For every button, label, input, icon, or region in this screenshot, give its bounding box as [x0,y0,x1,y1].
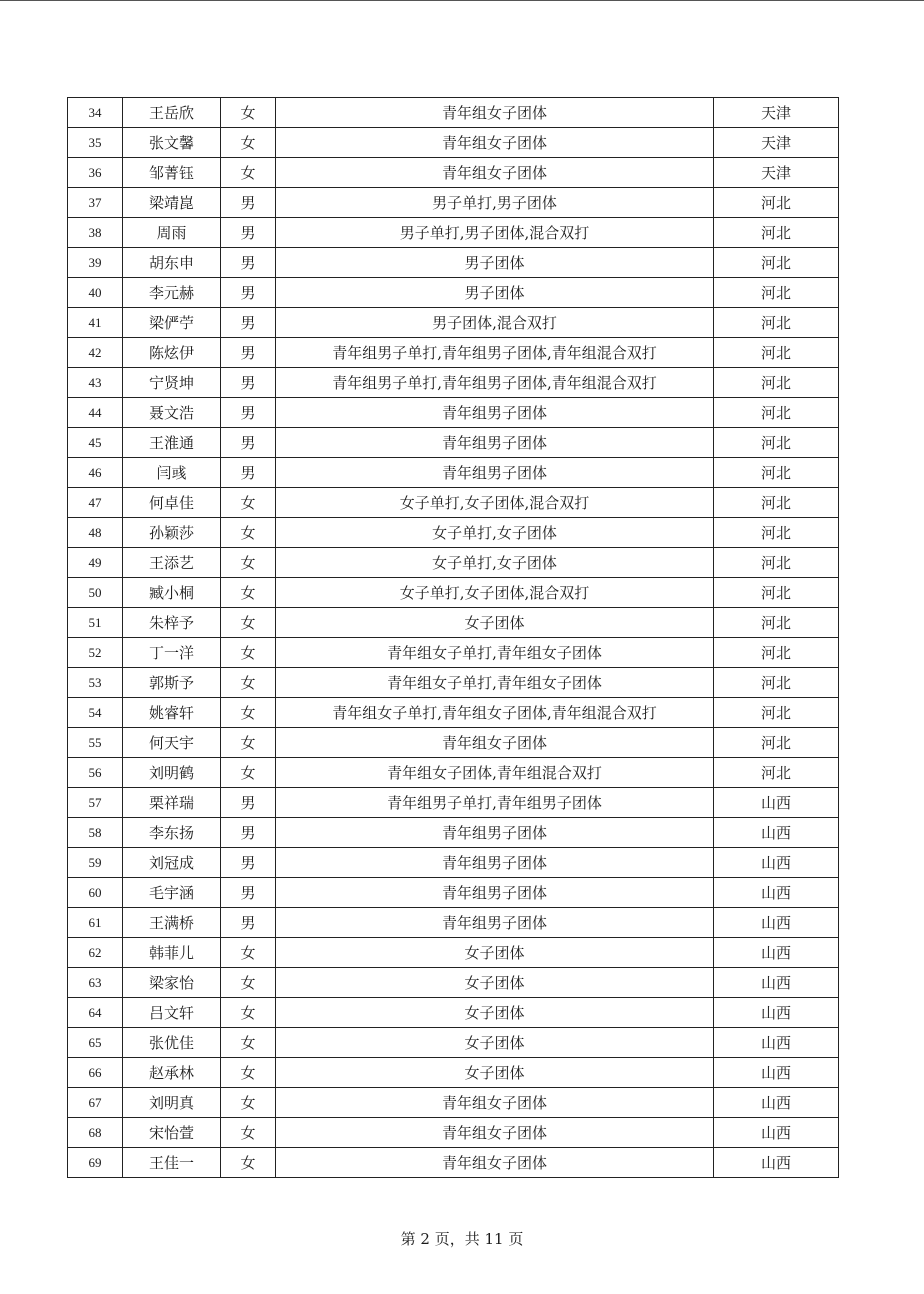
table-row [68,638,839,668]
province-cell: 河北 [714,188,839,218]
gender-cell: 男 [221,188,276,218]
province-cell: 河北 [714,698,839,728]
player-name-cell: 王添艺 [123,548,221,578]
gender-cell: 男 [221,278,276,308]
province-cell: 河北 [714,308,839,338]
player-name-cell: 臧小桐 [123,578,221,608]
events-cell: 青年组男子团体 [276,878,714,908]
events-cell: 青年组女子团体 [276,128,714,158]
row-number-cell: 69 [68,1148,123,1178]
province-cell: 河北 [714,608,839,638]
player-name-cell: 张优佳 [123,1028,221,1058]
gender-cell: 男 [221,368,276,398]
row-number-cell: 62 [68,938,123,968]
row-number-cell: 45 [68,428,123,458]
player-name-cell: 陈炫伊 [123,338,221,368]
gender-cell: 女 [221,128,276,158]
province-cell: 山西 [714,968,839,998]
table-row [68,728,839,758]
events-cell: 青年组男子团体 [276,908,714,938]
province-cell: 河北 [714,728,839,758]
table-row [68,698,839,728]
province-cell: 河北 [714,548,839,578]
table-row [68,98,839,128]
row-number-cell: 37 [68,188,123,218]
province-cell: 天津 [714,158,839,188]
table-row [68,1028,839,1058]
row-number-cell: 39 [68,248,123,278]
table-row [68,788,839,818]
events-cell: 男子团体 [276,278,714,308]
row-number-cell: 55 [68,728,123,758]
table-row [68,1058,839,1088]
province-cell: 天津 [714,128,839,158]
row-number-cell: 57 [68,788,123,818]
events-cell: 男子单打,男子团体 [276,188,714,218]
player-name-cell: 王满桥 [123,908,221,938]
player-roster-table [67,97,839,1178]
gender-cell: 男 [221,848,276,878]
player-name-cell: 刘明鹤 [123,758,221,788]
events-cell: 青年组男子单打,青年组男子团体,青年组混合双打 [276,338,714,368]
province-cell: 山西 [714,908,839,938]
row-number-cell: 46 [68,458,123,488]
gender-cell: 男 [221,878,276,908]
table-row [68,128,839,158]
province-cell: 河北 [714,518,839,548]
row-number-cell: 43 [68,368,123,398]
gender-cell: 女 [221,1088,276,1118]
table-row [68,608,839,638]
row-number-cell: 65 [68,1028,123,1058]
gender-cell: 女 [221,1058,276,1088]
table-row [68,848,839,878]
player-name-cell: 梁靖崑 [123,188,221,218]
events-cell: 青年组女子单打,青年组女子团体 [276,668,714,698]
events-cell: 青年组男子单打,青年组男子团体,青年组混合双打 [276,368,714,398]
player-name-cell: 何天宇 [123,728,221,758]
province-cell: 河北 [714,488,839,518]
table-row [68,578,839,608]
table-row [68,458,839,488]
row-number-cell: 48 [68,518,123,548]
row-number-cell: 61 [68,908,123,938]
player-name-cell: 梁俨苧 [123,308,221,338]
table-row [68,488,839,518]
events-cell: 女子团体 [276,998,714,1028]
gender-cell: 女 [221,548,276,578]
player-name-cell: 宁贤坤 [123,368,221,398]
row-number-cell: 64 [68,998,123,1028]
events-cell: 青年组男子团体 [276,848,714,878]
player-name-cell: 王岳欣 [123,98,221,128]
province-cell: 山西 [714,878,839,908]
table-row [68,1088,839,1118]
events-cell: 女子单打,女子团体,混合双打 [276,578,714,608]
province-cell: 河北 [714,368,839,398]
table-row [68,368,839,398]
player-name-cell: 孙颖莎 [123,518,221,548]
table-row [68,188,839,218]
gender-cell: 男 [221,818,276,848]
gender-cell: 男 [221,788,276,818]
row-number-cell: 41 [68,308,123,338]
row-number-cell: 35 [68,128,123,158]
table-row [68,338,839,368]
gender-cell: 女 [221,98,276,128]
row-number-cell: 47 [68,488,123,518]
events-cell: 青年组男子团体 [276,398,714,428]
row-number-cell: 40 [68,278,123,308]
gender-cell: 女 [221,608,276,638]
province-cell: 山西 [714,1058,839,1088]
gender-cell: 女 [221,1028,276,1058]
province-cell: 河北 [714,338,839,368]
events-cell: 女子团体 [276,1028,714,1058]
gender-cell: 女 [221,158,276,188]
player-name-cell: 朱梓予 [123,608,221,638]
province-cell: 山西 [714,998,839,1028]
gender-cell: 女 [221,758,276,788]
top-border-line [0,0,924,1]
gender-cell: 女 [221,668,276,698]
player-name-cell: 宋怡萱 [123,1118,221,1148]
gender-cell: 男 [221,218,276,248]
row-number-cell: 60 [68,878,123,908]
province-cell: 河北 [714,248,839,278]
player-name-cell: 刘冠成 [123,848,221,878]
player-name-cell: 张文馨 [123,128,221,158]
province-cell: 河北 [714,668,839,698]
player-name-cell: 丁一洋 [123,638,221,668]
roster-body [68,98,839,1178]
row-number-cell: 68 [68,1118,123,1148]
events-cell: 男子团体,混合双打 [276,308,714,338]
gender-cell: 男 [221,398,276,428]
province-cell: 山西 [714,1118,839,1148]
table-row [68,908,839,938]
player-name-cell: 李元赫 [123,278,221,308]
table-row [68,1118,839,1148]
gender-cell: 男 [221,248,276,278]
player-name-cell: 郭斯予 [123,668,221,698]
player-name-cell: 毛宇涵 [123,878,221,908]
player-name-cell: 赵承林 [123,1058,221,1088]
table-row [68,938,839,968]
row-number-cell: 38 [68,218,123,248]
events-cell: 青年组女子团体 [276,98,714,128]
page-number: 第 2 页，共 11 页 [400,1230,524,1248]
province-cell: 山西 [714,848,839,878]
table-row [68,218,839,248]
province-cell: 山西 [714,1088,839,1118]
table-row [68,668,839,698]
province-cell: 河北 [714,398,839,428]
province-cell: 河北 [714,218,839,248]
table-row [68,968,839,998]
gender-cell: 男 [221,428,276,458]
table-row [68,998,839,1028]
events-cell: 男子团体 [276,248,714,278]
gender-cell: 女 [221,578,276,608]
gender-cell: 女 [221,518,276,548]
row-number-cell: 36 [68,158,123,188]
events-cell: 青年组男子团体 [276,818,714,848]
gender-cell: 女 [221,488,276,518]
row-number-cell: 51 [68,608,123,638]
player-name-cell: 梁家怡 [123,968,221,998]
events-cell: 青年组女子团体 [276,1148,714,1178]
province-cell: 山西 [714,788,839,818]
gender-cell: 女 [221,998,276,1028]
gender-cell: 女 [221,968,276,998]
province-cell: 山西 [714,1148,839,1178]
row-number-cell: 67 [68,1088,123,1118]
table-row [68,158,839,188]
province-cell: 山西 [714,1028,839,1058]
events-cell: 女子团体 [276,608,714,638]
events-cell: 女子单打,女子团体 [276,518,714,548]
player-name-cell: 刘明真 [123,1088,221,1118]
table-row [68,278,839,308]
province-cell: 河北 [714,758,839,788]
player-name-cell: 周雨 [123,218,221,248]
table-row [68,248,839,278]
gender-cell: 女 [221,1148,276,1178]
row-number-cell: 59 [68,848,123,878]
events-cell: 青年组男子团体 [276,458,714,488]
row-number-cell: 42 [68,338,123,368]
row-number-cell: 56 [68,758,123,788]
gender-cell: 女 [221,1118,276,1148]
province-cell: 河北 [714,638,839,668]
gender-cell: 女 [221,698,276,728]
row-number-cell: 58 [68,818,123,848]
events-cell: 青年组女子团体 [276,158,714,188]
events-cell: 女子团体 [276,1058,714,1088]
gender-cell: 男 [221,458,276,488]
events-cell: 女子单打,女子团体,混合双打 [276,488,714,518]
table-row [68,518,839,548]
row-number-cell: 50 [68,578,123,608]
events-cell: 青年组女子团体 [276,1118,714,1148]
table-row [68,398,839,428]
player-name-cell: 王淮通 [123,428,221,458]
row-number-cell: 49 [68,548,123,578]
gender-cell: 女 [221,728,276,758]
player-name-cell: 闫彧 [123,458,221,488]
player-name-cell: 李东扬 [123,818,221,848]
events-cell: 青年组女子团体 [276,1088,714,1118]
table-row [68,818,839,848]
player-name-cell: 栗祥瑞 [123,788,221,818]
player-name-cell: 吕文轩 [123,998,221,1028]
gender-cell: 男 [221,908,276,938]
province-cell: 天津 [714,98,839,128]
events-cell: 青年组男子单打,青年组男子团体 [276,788,714,818]
table-row [68,758,839,788]
player-name-cell: 聂文浩 [123,398,221,428]
row-number-cell: 63 [68,968,123,998]
player-name-cell: 王佳一 [123,1148,221,1178]
table-row [68,1148,839,1178]
player-name-cell: 何卓佳 [123,488,221,518]
events-cell: 青年组女子单打,青年组女子团体,青年组混合双打 [276,698,714,728]
player-name-cell: 胡东申 [123,248,221,278]
events-cell: 青年组女子单打,青年组女子团体 [276,638,714,668]
row-number-cell: 53 [68,668,123,698]
table-row [68,428,839,458]
province-cell: 河北 [714,428,839,458]
table-row [68,308,839,338]
table-row [68,878,839,908]
events-cell: 女子团体 [276,938,714,968]
province-cell: 山西 [714,818,839,848]
row-number-cell: 54 [68,698,123,728]
row-number-cell: 52 [68,638,123,668]
province-cell: 山西 [714,938,839,968]
gender-cell: 女 [221,638,276,668]
gender-cell: 男 [221,308,276,338]
events-cell: 青年组男子团体 [276,428,714,458]
table-row [68,548,839,578]
row-number-cell: 66 [68,1058,123,1088]
events-cell: 青年组女子团体 [276,728,714,758]
player-name-cell: 姚睿轩 [123,698,221,728]
row-number-cell: 34 [68,98,123,128]
gender-cell: 女 [221,938,276,968]
gender-cell: 男 [221,338,276,368]
events-cell: 男子单打,男子团体,混合双打 [276,218,714,248]
events-cell: 青年组女子团体,青年组混合双打 [276,758,714,788]
row-number-cell: 44 [68,398,123,428]
province-cell: 河北 [714,278,839,308]
player-name-cell: 邹菁钰 [123,158,221,188]
events-cell: 女子单打,女子团体 [276,548,714,578]
events-cell: 女子团体 [276,968,714,998]
player-name-cell: 韩菲儿 [123,938,221,968]
province-cell: 河北 [714,458,839,488]
province-cell: 河北 [714,578,839,608]
